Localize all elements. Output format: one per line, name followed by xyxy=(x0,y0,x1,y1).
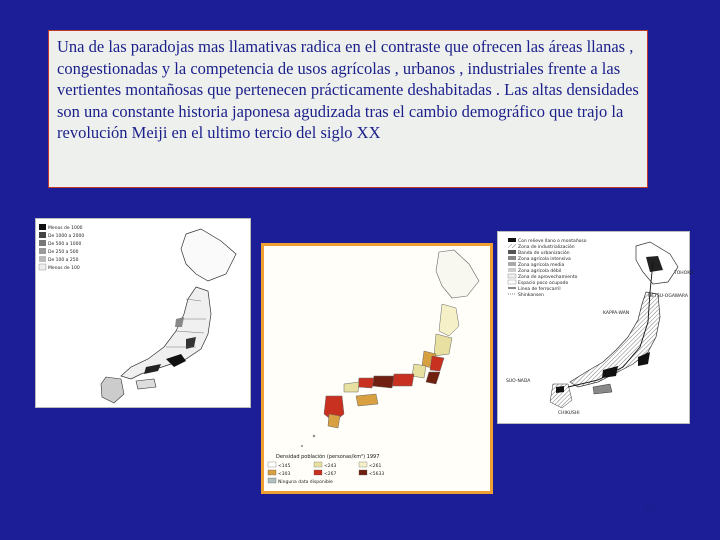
map3-label-kappa: KAPPA-WAN xyxy=(603,311,630,316)
map2-legend-title: Densidad población (personas/km²) 1997 xyxy=(276,454,380,460)
map3-legend xyxy=(508,238,587,298)
map2-legend xyxy=(268,453,384,485)
description-text: Una de las paradojas mas llamativas radica en el contraste que ofrecen las áreas llanas , congestionadas y la competencia de usos agrícolas , urbanos , industriales frente a las vertientes montañosas que pertenecen prácticamente deshabitadas . Las altas densidades son una constante historia japonesa agudizada tras el cambio demográfico que trajo la revolución Meiji en el ultimo tercio del siglo XX xyxy=(57,37,639,143)
population-density-map xyxy=(35,218,251,408)
map3-legend-6: Zona de aprovechamiento xyxy=(518,275,578,280)
map2-legend-4: <267 xyxy=(324,472,337,477)
map1-legend-2: De 500 a 1000 xyxy=(48,242,82,247)
map3-label-suo-nada: SUO-NADA xyxy=(506,379,531,384)
map3-legend-7: Espacio poco ocupado xyxy=(518,281,569,286)
map3-legend-3: Zona agrícola intensiva xyxy=(518,257,571,262)
map2-legend-0: <145 xyxy=(278,464,291,469)
map3-label-chikushi: CHIKUSHI xyxy=(558,411,580,416)
map1-legend xyxy=(39,224,84,271)
map1-legend-5: Menos de 100 xyxy=(48,266,80,271)
japan-map-1 xyxy=(36,219,252,409)
map1-legend-3: De 250 a 500 xyxy=(48,250,79,255)
map1-legend-0: Menos de 1000 xyxy=(48,226,83,231)
map1-legend-1: De 1000 a 2000 xyxy=(48,234,85,239)
map3-legend-2: Banda de urbanización xyxy=(518,251,570,256)
map3-legend-0: Con relieve llano o montañoso xyxy=(518,239,587,244)
map1-legend-4: De 100 a 250 xyxy=(48,258,79,263)
land-use-map xyxy=(497,231,694,424)
map3-legend-5: Zona agrícola débil xyxy=(518,269,562,274)
japan-map-3 xyxy=(498,232,694,425)
map3-label-uetsu: UETSU-OGAWARA xyxy=(648,294,688,299)
map2-legend-2: <261 xyxy=(369,464,382,469)
page-number: 26 xyxy=(643,500,656,515)
map3-label-tohoku: TOHOKU xyxy=(674,271,694,276)
map3-legend-1: Zona de industrialización xyxy=(518,245,575,250)
map2-legend-3: <303 xyxy=(278,472,291,477)
map2-legend-6: Ninguna data disponible xyxy=(278,480,333,485)
map3-legend-8: Línea de ferrocarril xyxy=(518,287,561,292)
map3-legend-4: Zona agrícola media xyxy=(518,263,565,268)
japan-map-2 xyxy=(264,246,490,491)
colored-density-map xyxy=(261,243,493,494)
map2-legend-1: <243 xyxy=(324,464,337,469)
map3-legend-9: Shinkansen xyxy=(518,293,544,298)
map2-legend-5: <5633 xyxy=(369,472,385,477)
description-textbox xyxy=(48,30,648,188)
